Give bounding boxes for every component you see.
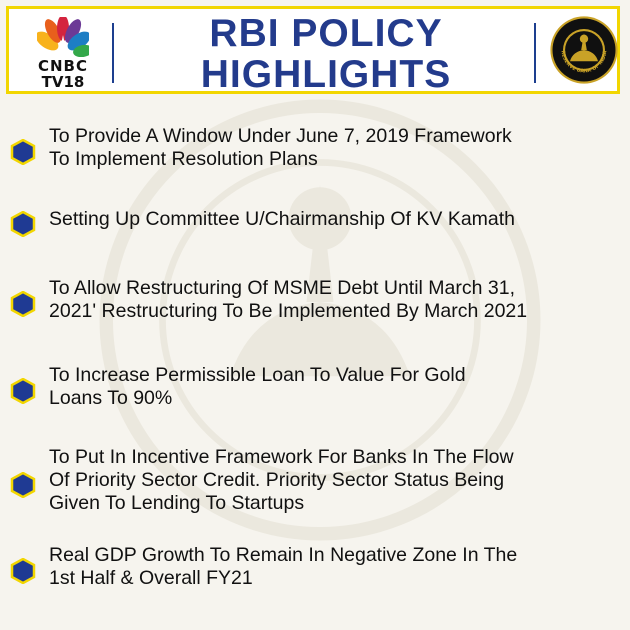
- hexagon-bullet-icon: [10, 378, 36, 404]
- highlight-text: [49, 446, 619, 515]
- highlight-line: To Put In Incentive Framework For Banks In The Flow: [49, 446, 514, 468]
- hexagon-bullet-icon: [10, 558, 36, 584]
- highlight-line: To Provide A Window Under June 7, 2019 Framework: [49, 125, 512, 147]
- highlight-text: [49, 544, 619, 590]
- highlight-line: Setting Up Committee U/Chairmanship Of KV Kamath: [49, 208, 516, 230]
- highlight-line: Loans To 90%: [49, 387, 173, 409]
- highlight-line: To Increase Permissible Loan To Value For Gold: [49, 364, 466, 386]
- highlight-line: Given To Lending To Startups: [49, 492, 305, 514]
- seal-text: RESERVE BANK OF INDIA: [559, 50, 609, 75]
- hexagon-bullet-icon: [10, 472, 36, 498]
- highlight-line: 1st Half & Overall FY21: [49, 567, 253, 589]
- highlight-line: Real GDP Growth To Remain In Negative Zone In The: [49, 544, 518, 566]
- hexagon-bullet-icon: [10, 139, 36, 165]
- cnbc-wordmark: CNBC: [37, 57, 88, 75]
- highlight-line: To Implement Resolution Plans: [49, 148, 318, 170]
- hexagon-bullet-icon: [10, 291, 36, 317]
- highlight-text: [49, 208, 619, 231]
- tv18-wordmark: TV18: [41, 73, 85, 91]
- hexagon-bullet-icon: [10, 211, 36, 237]
- highlight-text: [49, 125, 619, 171]
- title-line-2: HIGHLIGHTS: [200, 53, 452, 96]
- highlight-line: To Allow Restructuring Of MSME Debt Until March 31,: [49, 277, 515, 299]
- highlight-text: [49, 364, 619, 410]
- highlight-line: Of Priority Sector Credit. Priority Sector Status Being: [49, 469, 505, 491]
- highlight-text: [49, 277, 619, 323]
- title-line-1: RBI POLICY: [209, 12, 443, 55]
- highlight-line: 2021' Restructuring To Be Implemented By March 2021: [49, 300, 528, 322]
